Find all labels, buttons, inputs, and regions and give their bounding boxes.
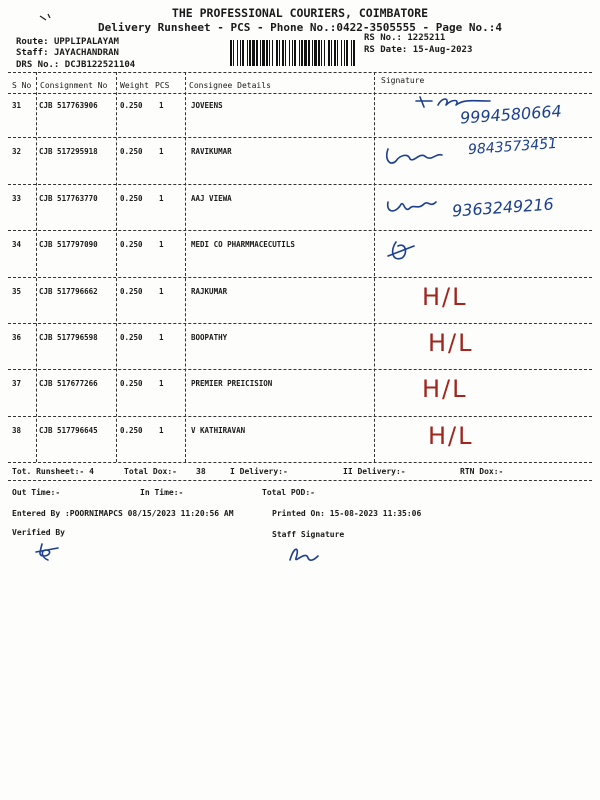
col-header-signature: Signature (381, 76, 425, 85)
row-consignee: AAJ VIEWA (191, 193, 232, 203)
barcode-bar (292, 40, 293, 66)
row-sno: 38 (12, 425, 22, 435)
row-consignment: CJB 517796645 (39, 425, 98, 435)
barcode-bar (344, 40, 345, 66)
row-signature-mark: H/L (428, 421, 474, 450)
row-weight: 0.250 (120, 147, 143, 157)
out-time-label: Out Time:- (12, 488, 61, 497)
col-divider (185, 72, 186, 462)
table-top-rule (8, 72, 592, 73)
row-weight: 0.250 (120, 379, 143, 389)
barcode-bar (314, 40, 317, 66)
barcode-bar (279, 40, 280, 66)
row-consignee: JOVEENS (191, 101, 223, 110)
col-header-pcs: PCS (155, 81, 170, 90)
staff-value: JAYACHANDRAN (53, 48, 119, 58)
barcode-bar (331, 40, 332, 66)
row-divider (8, 323, 592, 324)
row-weight: 0.250 (120, 425, 143, 435)
col-header-sno: S No (12, 81, 32, 90)
barcode-bar (324, 40, 325, 66)
row-consignee: MEDI CO PHARMMACECUTILS (191, 240, 295, 250)
in-time-label: In Time:- (140, 488, 184, 497)
barcode-bar (260, 40, 261, 66)
row-consignee: RAJKUMAR (191, 286, 228, 296)
row-sno: 35 (12, 286, 22, 296)
barcode-bar (318, 40, 320, 66)
row-weight: 0.250 (120, 193, 143, 203)
barcode-bar (240, 40, 241, 66)
barcode-bar (289, 40, 290, 66)
row-divider (8, 416, 592, 417)
barcode-bar (262, 40, 265, 66)
rs-no-value: 1225211 (407, 33, 446, 43)
row-consignee: BOOPATHY (191, 333, 228, 342)
row-pcs: 1 (159, 240, 164, 250)
row-signature-scribble (380, 139, 470, 173)
row-sno: 36 (12, 333, 22, 342)
row-divider (8, 137, 592, 138)
barcode-bar (266, 40, 268, 66)
verified-signature (34, 540, 64, 564)
col-divider (116, 72, 117, 462)
row-signature-mark: H/L (428, 329, 474, 357)
barcode-bar (249, 40, 251, 66)
barcode-bar (312, 40, 313, 66)
row-pcs: 1 (159, 193, 164, 203)
barcode-bar (337, 40, 338, 66)
staff-label: Staff: (16, 48, 49, 58)
row-pcs: 1 (159, 286, 164, 296)
row-pcs: 1 (159, 147, 164, 157)
row-signature-phone: 9994580664 (459, 101, 563, 128)
barcode-bar (308, 40, 310, 66)
barcode-bar (282, 40, 284, 66)
barcode-bar (242, 40, 244, 66)
row-signature-mark: H/L (422, 282, 468, 311)
row-consignment: CJB 517796598 (39, 333, 98, 342)
total-dox-value: 38 (196, 467, 206, 476)
barcode-bar (252, 40, 255, 66)
rs-date-label: RS Date: (364, 45, 408, 55)
row-divider (8, 184, 592, 185)
row-pcs: 1 (159, 333, 164, 342)
row-consignment: CJB 517295918 (39, 147, 98, 157)
total-pod-label: Total POD:- (262, 488, 315, 497)
row-signature-scribble (380, 93, 470, 127)
tot-runsheet: Tot. Runsheet:- 4 (12, 467, 94, 476)
row-weight: 0.250 (120, 240, 143, 250)
barcode-bar (272, 40, 273, 66)
row-consignment: CJB 517763906 (39, 101, 98, 110)
staff-signature-label: Staff Signature (272, 530, 345, 539)
totals-rule (8, 480, 592, 481)
printed-on: Printed On: 15-08-2023 11:35:06 (272, 509, 422, 518)
staff-signature (284, 540, 324, 568)
row-pcs: 1 (159, 425, 164, 435)
barcode-bar (334, 40, 336, 66)
route-line (16, 37, 119, 47)
barcode-bar (294, 40, 296, 66)
row-signature-scribble (380, 232, 470, 266)
barcode-bar (346, 40, 348, 66)
row-weight: 0.250 (120, 101, 143, 110)
barcode-bar (256, 40, 258, 66)
row-divider (8, 277, 592, 278)
barcode-bar (353, 40, 355, 66)
col-header-weight: Weight (120, 81, 149, 90)
row-consignment: CJB 517797090 (39, 240, 98, 250)
row-consignee: V KATHIRAVAN (191, 425, 246, 435)
col-header-consignment: Consignment No (40, 81, 108, 90)
row-pcs: 1 (159, 101, 164, 110)
barcode-bar (237, 40, 238, 66)
drs-value: DCJB122521104 (64, 60, 136, 70)
row-sno: 34 (12, 240, 22, 250)
row-consignment: CJB 517763770 (39, 193, 98, 203)
drs-line (16, 60, 135, 70)
rs-no-label: RS No.: (364, 33, 402, 43)
staff-line (16, 48, 119, 58)
row-consignee: RAVIKUMAR (191, 147, 232, 157)
row-weight: 0.250 (120, 333, 143, 342)
rs-date-value: 15-Aug-2023 (412, 45, 473, 55)
table-header-rule (8, 93, 592, 94)
rtn-dox-label: RTN Dox:- (460, 467, 504, 476)
row-signature-phone: 9843573451 (467, 136, 558, 159)
barcode (230, 40, 355, 66)
rs-date-line (364, 45, 472, 55)
barcode-bar (341, 40, 342, 66)
barcode-bar (301, 40, 303, 66)
route-value: UPPLIPALAYAM (53, 37, 119, 47)
row-sno: 31 (12, 101, 22, 110)
row-signature-phone: 9363249216 (451, 194, 555, 221)
row-divider (8, 369, 592, 370)
barcode-bar (328, 40, 330, 66)
row-divider (8, 230, 592, 231)
barcode-bar (233, 40, 234, 66)
barcode-bar (269, 40, 270, 66)
barcode-bar (276, 40, 278, 66)
barcode-bar (247, 40, 248, 66)
row-consignment: CJB 517796662 (39, 286, 98, 296)
barcode-bar (230, 40, 232, 66)
row-pcs: 1 (159, 379, 164, 389)
col-header-consignee: Consignee Details (189, 81, 271, 90)
drs-label: DRS No.: (16, 60, 60, 70)
col-divider (36, 72, 37, 462)
rs-no-line (364, 33, 445, 43)
runsheet-subtitle: Delivery Runsheet - PCS - Phone No.:0422-3505555 - Page No.:4 (98, 21, 502, 34)
company-title: THE PROFESSIONAL COURIERS, COIMBATORE (171, 6, 429, 20)
row-weight: 0.250 (120, 286, 143, 296)
ii-delivery-label: II Delivery:- (343, 467, 406, 476)
row-divider (8, 462, 592, 463)
row-sno: 37 (12, 379, 22, 389)
barcode-bar (285, 40, 286, 66)
verified-by-label: Verified By (12, 528, 65, 537)
total-dox-label: Total Dox:- (124, 467, 177, 476)
barcode-bar (304, 40, 307, 66)
row-sno: 33 (12, 193, 22, 203)
barcode-bar (299, 40, 300, 66)
entered-by: Entered By :POORNIMAPCS 08/15/2023 11:20:56 AM (12, 509, 234, 518)
row-sno: 32 (12, 147, 22, 157)
barcode-bar (321, 40, 322, 66)
i-delivery-label: I Delivery:- (230, 467, 288, 476)
route-label: Route: (16, 37, 49, 47)
col-divider (374, 72, 375, 462)
row-signature-mark: H/L (422, 375, 468, 404)
row-consignment: CJB 517677266 (39, 379, 98, 389)
barcode-bar (351, 40, 352, 66)
row-consignee: PREMIER PREICISION (191, 379, 273, 389)
